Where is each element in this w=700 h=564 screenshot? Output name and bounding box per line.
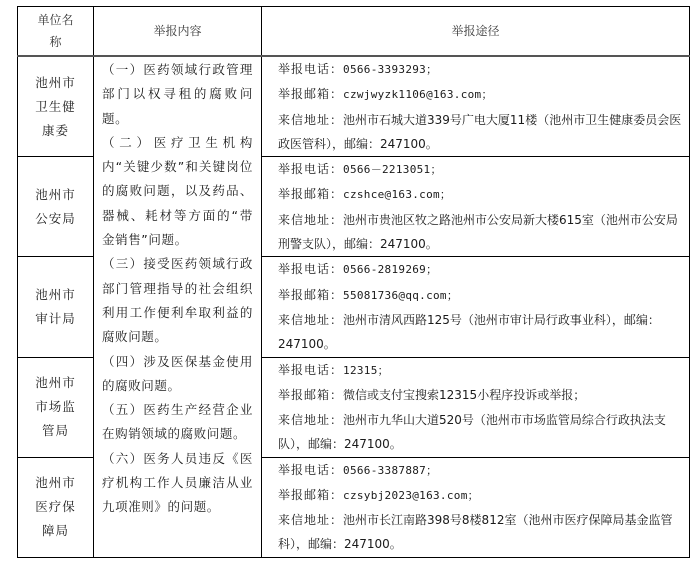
address-label: 来信地址： [278, 312, 344, 327]
report-channels-table [17, 6, 690, 558]
phone-label: 举报电话： [278, 162, 344, 177]
unit-name: 池州市医疗保障局 [18, 457, 94, 557]
table-header [18, 7, 690, 57]
header-content: 举报内容 [94, 7, 262, 57]
report-channel-cell [262, 357, 690, 457]
email-label: 举报邮箱： [278, 487, 344, 502]
report-content-cell [94, 56, 262, 557]
report-channel-cell [262, 257, 690, 357]
phone-number: 0566-3387887； [343, 463, 438, 477]
phone-line [278, 57, 683, 82]
address-label: 来信地址： [278, 112, 344, 127]
email-label: 举报邮箱： [278, 87, 344, 102]
email-address: 55081736@qq.com； [343, 288, 459, 302]
address-label: 来信地址： [278, 212, 344, 227]
mailing-address: 池州市长江南路398号8楼812室（池州市医疗保障局基金监管科），邮编：247100。 [278, 513, 673, 552]
email-label: 举报邮箱： [278, 287, 344, 302]
content-item: （六）医务人员违反《医疗机构工作人员廉洁从业九项准则》的问题。 [102, 450, 253, 515]
address-line [278, 208, 683, 257]
phone-number: 0566-3393293； [343, 63, 438, 76]
table-body [18, 56, 690, 557]
phone-line [278, 257, 683, 282]
content-item: （二）医疗卫生机构内“关键少数”和关键岗位的腐败问题，以及药品、器械、耗材等方面的“带金销售”问题。 [102, 134, 253, 248]
report-channel-cell [262, 457, 690, 557]
email-address: czwjwyzk1106@163.com； [343, 88, 493, 102]
email-line [278, 383, 683, 407]
phone-line [278, 458, 683, 483]
mailing-address: 池州市清风西路125号（池州市审计局行政事业科），邮编：247100。 [278, 312, 660, 352]
mailing-address: 池州市贵池区牧之路池州市公安局新大楼615室（池州市公安局刑警支队），邮编：247100。 [278, 212, 678, 252]
content-item: （三）接受医药领域行政部门管理指导的社会组织利用工作便利牟取利益的腐败问题。 [102, 256, 253, 345]
report-channel-cell [262, 56, 690, 157]
address-line [278, 108, 683, 157]
phone-line [278, 157, 683, 182]
email-address: czsybj2023@163.com； [343, 488, 479, 502]
phone-label: 举报电话： [278, 262, 344, 277]
unit-name: 池州市卫生健康委 [18, 56, 94, 157]
address-line [278, 308, 683, 357]
email-line [278, 182, 683, 207]
phone-label: 举报电话： [278, 362, 344, 377]
header-row [18, 7, 690, 57]
email-label: 举报邮箱： [278, 187, 344, 202]
unit-name: 池州市公安局 [18, 157, 94, 257]
content-item: （四）涉及医保基金使用的腐败问题。 [102, 353, 253, 393]
phone-number: 0566-2819269； [343, 263, 438, 277]
unit-name: 池州市审计局 [18, 257, 94, 357]
phone-number: 0566－2213051； [343, 163, 442, 177]
address-label: 来信地址： [278, 513, 344, 528]
content-item: （五）医药生产经营企业在购销领域的腐败问题。 [102, 402, 253, 442]
phone-label: 举报电话： [278, 62, 344, 76]
mailing-address: 池州市九华山大道520号（池州市市场监管局综合行政执法支队），邮编：247100。 [278, 412, 666, 451]
address-label: 来信地址： [278, 412, 344, 427]
address-line [278, 408, 683, 457]
unit-name: 池州市市场监管局 [18, 357, 94, 457]
email-label: 举报邮箱： [278, 388, 344, 403]
email-address: 微信或支付宝搜索12315小程序投诉或举报； [343, 388, 586, 403]
address-line [278, 508, 683, 557]
phone-line [278, 358, 683, 383]
email-line [278, 283, 683, 308]
report-channel-cell [262, 157, 690, 257]
header-channel: 举报途径 [262, 7, 690, 57]
email-line [278, 82, 683, 107]
table-row [18, 56, 690, 157]
phone-label: 举报电话： [278, 462, 344, 477]
header-unit: 单位名称 [18, 7, 94, 57]
content-item: （一）医药领域行政管理部门以权寻租的腐败问题。 [102, 62, 253, 126]
mailing-address: 池州市石城大道339号广电大厦11楼（池州市卫生健康委员会医政医管科），邮编：247100。 [278, 112, 682, 151]
email-address: czshce@163.com； [343, 188, 452, 202]
phone-number: 12315； [343, 363, 389, 377]
email-line [278, 483, 683, 508]
